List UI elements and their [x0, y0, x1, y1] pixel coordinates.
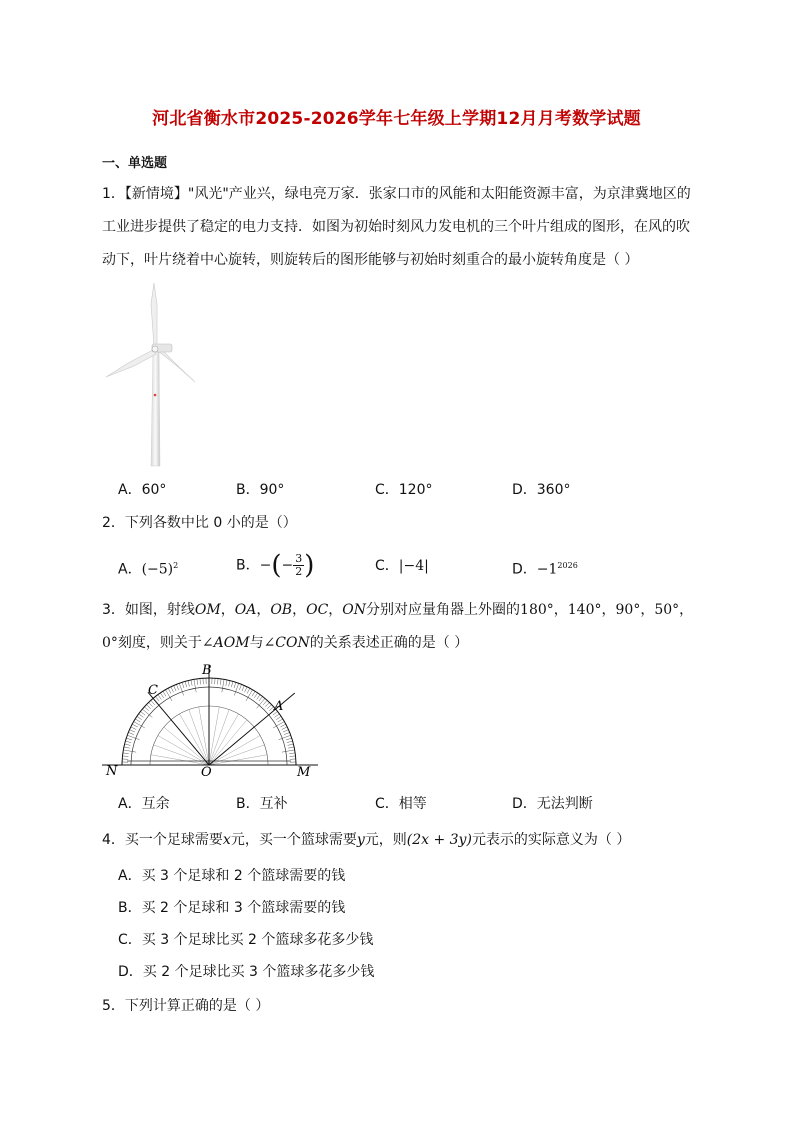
protractor-tick	[188, 681, 189, 687]
protractor-tick	[144, 707, 148, 711]
protractor-tick	[185, 681, 187, 687]
q1-line-3: 动下，叶片绕着中心旋转，则旋转后的图形能够与初始时刻重合的最小旋转角度是（ ）	[102, 252, 639, 268]
protractor-tick	[259, 696, 263, 701]
label-m: M	[297, 765, 311, 780]
protractor-tick	[130, 730, 135, 732]
q2-option-d	[512, 556, 578, 580]
protractor-tick	[125, 744, 131, 745]
protractor-tick	[128, 732, 134, 734]
protractor-tick	[140, 711, 145, 715]
q4-text-b: 元，买一个篮球需要	[230, 832, 357, 848]
protractor-tick	[254, 693, 257, 698]
q3-option-a: A．互余	[118, 796, 170, 812]
q2-option-b-minus: −	[259, 557, 272, 574]
protractor-tick	[231, 681, 233, 687]
label-o: O	[201, 765, 212, 780]
protractor-tick	[122, 756, 128, 757]
protractor-tick	[200, 678, 201, 684]
q3-text-e: 的关系表述正确的是（ ）	[309, 635, 469, 651]
q4-text-a: 4．买一个足球需要	[102, 832, 223, 848]
protractor-tick	[132, 724, 137, 727]
q2-option-b-denominator: 2	[295, 565, 303, 578]
protractor-tick	[257, 695, 261, 700]
protractor-tick	[139, 714, 144, 718]
protractor-tick	[220, 679, 221, 685]
wind-turbine-figure	[100, 280, 210, 470]
q2-option-d-label: D．	[512, 561, 537, 578]
protractor-tick	[290, 756, 296, 757]
protractor-tick	[247, 688, 250, 693]
protractor-tick	[126, 738, 132, 740]
ray-oc: OC	[306, 602, 329, 618]
q4-option-d: D．买 2 个足球比买 3 个篮球多花多少钱	[118, 964, 375, 980]
protractor-tick	[283, 730, 288, 732]
protractor-tick	[242, 686, 244, 691]
label-b: B	[202, 663, 212, 678]
protractor-tick	[217, 678, 218, 684]
protractor-tick	[149, 702, 153, 706]
q3-text-b: 分别对应量角器上外圈的	[366, 602, 521, 618]
var-y: y	[356, 832, 365, 848]
deg-180: 180°	[520, 602, 554, 618]
angle-aom: ∠AOM	[201, 635, 250, 651]
protractor-tick	[194, 679, 196, 692]
q2-option-d-base: −1	[536, 561, 558, 578]
q4-option-c: C．买 3 个足球比买 2 个篮球多花多少钱	[118, 932, 374, 948]
protractor-tick	[286, 738, 292, 740]
protractor-tick	[146, 705, 150, 709]
protractor-tick	[278, 719, 283, 722]
protractor-tick	[160, 693, 163, 698]
q2-option-c-expression: |−4|	[398, 558, 429, 574]
protractor-tick	[287, 741, 293, 743]
q2-option-b-numerator: 3	[295, 552, 303, 565]
protractor-tick	[191, 680, 192, 686]
q4-option-b: B．买 2 个足球和 3 个篮球需要的钱	[118, 900, 346, 916]
protractor-tick	[176, 684, 178, 690]
label-c: C	[148, 683, 158, 698]
q2-option-b-fraction	[293, 553, 304, 578]
protractor-tick	[168, 688, 171, 693]
q3-line-1: 3．如图，射线OM，OA，OB，OC，ON分别对应量角器上外圈的180°，140°，90°，50°，	[102, 602, 694, 618]
protractor-tick	[284, 732, 290, 734]
protractor-tick	[158, 695, 162, 700]
q3-text-c: 刻度，则关于	[117, 635, 202, 651]
ray-om: OM	[194, 602, 221, 618]
q3-line-2	[102, 633, 468, 653]
protractor-tick	[282, 727, 287, 730]
var-x: x	[222, 832, 231, 848]
label-n: N	[106, 764, 118, 779]
q4-expression: (2x + 3y)	[406, 832, 472, 848]
exam-title: 河北省衡水市2025-2026学年七年级上学期12月月考数学试题	[152, 109, 641, 129]
protractor-tick	[197, 679, 198, 685]
protractor-tick	[125, 741, 131, 743]
protractor-tick	[137, 716, 142, 719]
protractor-tick	[222, 679, 224, 692]
section-heading: 一、单选题	[102, 156, 168, 171]
protractor-tick	[245, 687, 248, 692]
q2-option-d-exponent: 2026	[557, 561, 578, 570]
q2-option-a-label: A．	[118, 561, 142, 578]
protractor-tick	[289, 753, 295, 754]
protractor-tick	[239, 684, 241, 690]
protractor-tick	[135, 719, 140, 722]
q3-option-b: B．互补	[236, 796, 288, 812]
protractor-tick	[267, 705, 271, 709]
q2-option-a	[118, 556, 178, 580]
protractor-figure	[98, 662, 328, 782]
q3-text-d: 与	[249, 635, 264, 651]
protractor-tick	[151, 700, 155, 704]
protractor-tick	[123, 750, 136, 752]
protractor-tick	[281, 724, 286, 727]
protractor-tick	[252, 691, 255, 696]
q4-text-d: 元表示的实际意义为（ ）	[471, 832, 631, 848]
protractor-tick	[171, 687, 174, 692]
angle-con: ∠CON	[263, 635, 310, 651]
protractor-tick	[269, 707, 273, 711]
q2-option-c-label: C．	[375, 558, 399, 574]
protractor-tick	[288, 747, 294, 748]
protractor-tick	[265, 702, 269, 706]
q1-option-b: B．90°	[236, 482, 285, 498]
q1-option-c: C．120°	[375, 482, 433, 498]
deg-50: 50°	[654, 602, 680, 618]
q2-option-b: B．−(− $\frac{3}{2}$ )	[236, 550, 315, 581]
q4-option-a: A．买 3 个足球和 2 个篮球需要的钱	[118, 868, 346, 884]
protractor-tick	[229, 681, 230, 687]
q1-line-2: 工业进步提供了稳定的电力支持．如图为初始时刻风力发电机的三个叶片组成的图形，在风的吹	[102, 219, 690, 235]
protractor-tick	[275, 714, 280, 718]
label-a: A	[274, 699, 284, 714]
protractor-tick	[174, 686, 176, 691]
protractor-tick	[124, 747, 130, 748]
q2-option-a-exponent: 2	[173, 561, 179, 570]
q1-line-1: 1．【新情境】"风光"产业兴，绿电亮万家．张家口市的风能和太阳能资源丰富，为京津冀地区的	[102, 186, 691, 202]
q2-stem: 2．下列各数中比 0 小的是（）	[102, 515, 297, 531]
protractor-tick	[282, 750, 295, 752]
deg-90: 90°	[615, 602, 641, 618]
protractor-tick	[263, 700, 267, 704]
q1-option-d: D．360°	[512, 482, 571, 498]
ray-ob: OB	[270, 602, 293, 618]
q2-option-c	[375, 556, 429, 576]
q1-option-a: A．60°	[118, 482, 167, 498]
q3-option-d: D．无法判断	[512, 796, 593, 812]
protractor-tick	[123, 753, 129, 754]
q3-text-a: 3．如图，射线	[102, 602, 195, 618]
q2-option-b-label: B．	[236, 557, 260, 574]
protractor-tick	[288, 744, 294, 745]
q3-option-c: C．相等	[375, 796, 427, 812]
q2-option-a-base: (−5)	[141, 561, 174, 578]
protractor-tick	[234, 682, 236, 688]
q4-text-c: 元，则	[364, 832, 407, 848]
protractor-tick	[131, 727, 136, 730]
protractor-tick	[182, 682, 184, 688]
ray-oa: OA	[234, 602, 257, 618]
q5-stem: 5．下列计算正确的是（ ）	[102, 998, 270, 1014]
q4-stem	[102, 830, 630, 850]
deg-140: 140°	[567, 602, 602, 618]
protractor-tick	[163, 691, 166, 696]
deg-0: 0°	[102, 635, 118, 651]
ray-on: ON	[342, 602, 367, 618]
protractor-tick	[276, 716, 281, 719]
protractor-tick	[226, 680, 227, 686]
